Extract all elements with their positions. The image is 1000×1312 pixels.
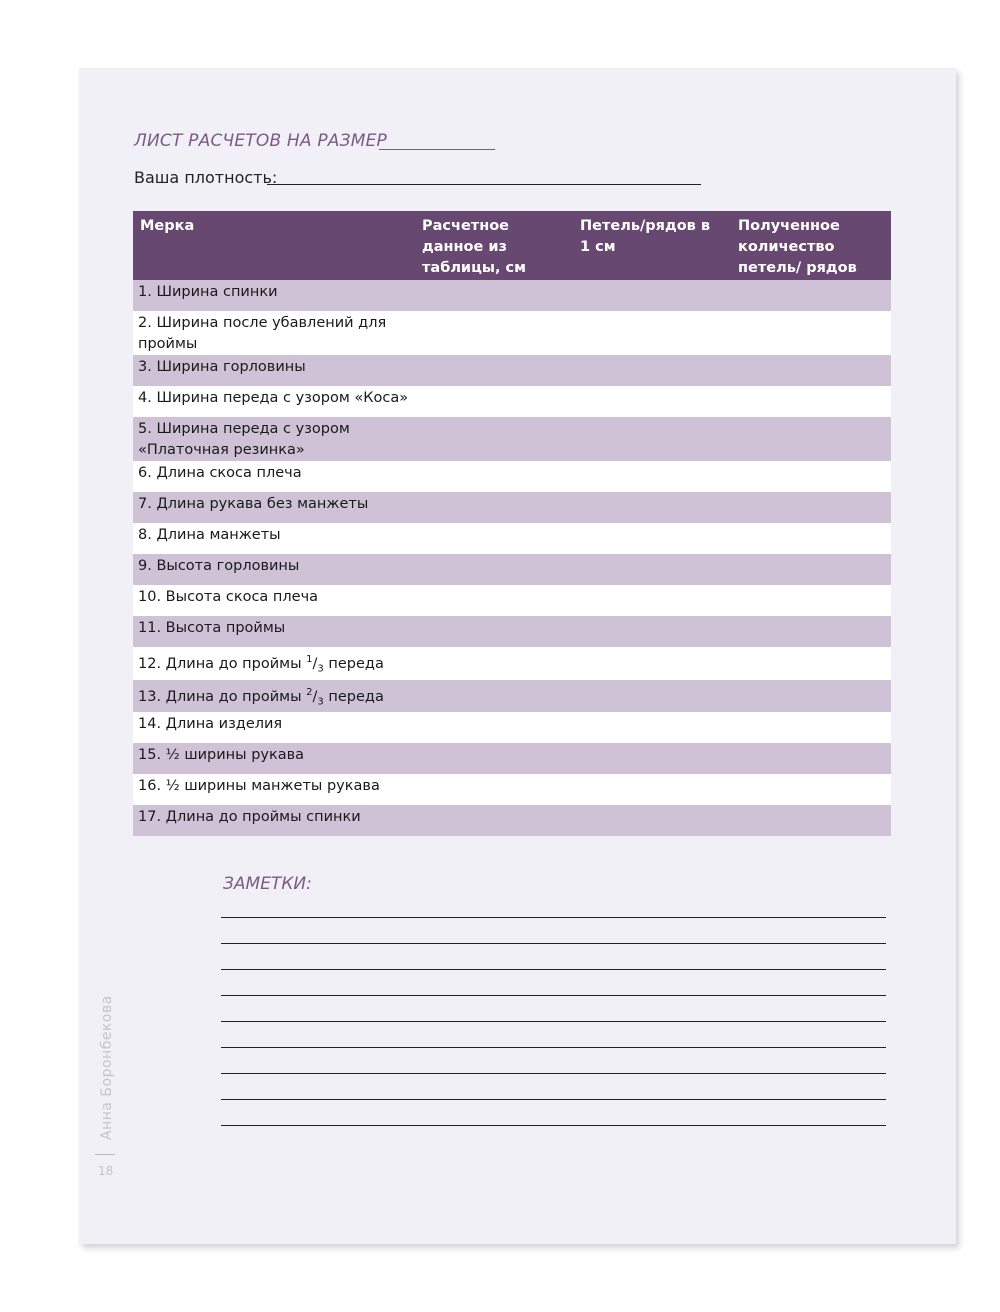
measure-cell — [133, 774, 415, 805]
notes-title: ЗАМЕТКИ: — [223, 874, 312, 894]
note-writing-line[interactable] — [221, 943, 886, 944]
stitches-per-cm-cell[interactable] — [573, 280, 731, 311]
measure-cell — [133, 805, 415, 836]
measure-cell — [133, 585, 415, 616]
table-row — [133, 311, 891, 355]
table-value-cell[interactable] — [415, 680, 573, 713]
page-number: 18 — [98, 1164, 114, 1178]
table-row — [133, 417, 891, 461]
result-cell[interactable] — [731, 647, 891, 680]
stitches-per-cm-cell[interactable] — [573, 311, 731, 355]
table-value-cell[interactable] — [415, 386, 573, 417]
measure-label: 6. Длина скоса плеча — [138, 465, 302, 481]
size-blank-line — [379, 149, 495, 150]
column-header-stitches-per-cm: Петель/рядов в 1 см — [573, 211, 731, 280]
measure-cell — [133, 712, 415, 743]
measure-cell — [133, 355, 415, 386]
stitches-per-cm-cell[interactable] — [573, 523, 731, 554]
table-value-cell[interactable] — [415, 523, 573, 554]
table-value-cell[interactable] — [415, 647, 573, 680]
stitches-per-cm-cell[interactable] — [573, 647, 731, 680]
table-row — [133, 492, 891, 523]
measure-label-suffix: переда — [323, 655, 384, 672]
note-writing-line[interactable] — [221, 1047, 886, 1048]
table-value-cell[interactable] — [415, 712, 573, 743]
table-value-cell[interactable] — [415, 355, 573, 386]
fraction-denominator: 3 — [317, 696, 324, 708]
table-row — [133, 774, 891, 805]
gauge-label: Ваша плотность: — [134, 168, 278, 187]
table-body — [133, 280, 891, 836]
table-row — [133, 523, 891, 554]
table-value-cell[interactable] — [415, 805, 573, 836]
stitches-per-cm-cell[interactable] — [573, 461, 731, 492]
note-writing-line[interactable] — [221, 995, 886, 996]
note-writing-line[interactable] — [221, 917, 886, 918]
measure-cell: 13. Длина до проймы $^2/_3$ переда — [133, 680, 415, 713]
measure-label: 13. Длина до проймы — [138, 688, 307, 705]
measure-label: 16. ½ ширины манжеты рукава — [138, 778, 380, 795]
measure-label: 8. Длина манжеты — [138, 527, 281, 543]
measure-label: 3. Ширина горловины — [138, 359, 306, 375]
stitches-per-cm-cell[interactable] — [573, 805, 731, 836]
sheet-title: ЛИСТ РАСЧЕТОВ НА РАЗМЕР — [134, 131, 387, 151]
stitches-per-cm-cell[interactable] — [573, 743, 731, 774]
table-row — [133, 743, 891, 774]
measure-label: 2. Ширина после убавлений для проймы — [138, 315, 387, 352]
measure-cell — [133, 461, 415, 492]
table-value-cell[interactable] — [415, 311, 573, 355]
result-cell[interactable] — [731, 492, 891, 523]
result-cell[interactable] — [731, 774, 891, 805]
result-cell[interactable] — [731, 417, 891, 461]
table-value-cell[interactable] — [415, 743, 573, 774]
column-header-table-value: Расчетное данное из таблицы, см — [415, 211, 573, 280]
measure-cell — [133, 616, 415, 647]
measure-label: 12. Длина до проймы — [138, 655, 307, 672]
note-writing-line[interactable] — [221, 1099, 886, 1100]
gauge-blank-line — [267, 184, 701, 185]
measure-label: 10. Высота скоса плеча — [138, 589, 319, 605]
table-value-cell[interactable] — [415, 492, 573, 523]
measure-label: 7. Длина рукава без манжеты — [138, 496, 369, 512]
measure-label: 17. Длина до проймы спинки — [138, 809, 361, 826]
result-cell[interactable] — [731, 386, 891, 417]
table-row — [133, 805, 891, 836]
measure-label-suffix: переда — [323, 688, 384, 705]
measure-label: 4. Ширина переда с узором «Коса» — [138, 390, 409, 406]
note-writing-line[interactable] — [221, 969, 886, 970]
stitches-per-cm-cell[interactable] — [573, 774, 731, 805]
table-row — [133, 647, 891, 680]
table-row — [133, 712, 891, 743]
table-value-cell[interactable] — [415, 417, 573, 461]
measure-label: 5. Ширина переда с узором «Платочная резинка» — [138, 421, 350, 458]
table-value-cell[interactable] — [415, 585, 573, 616]
result-cell[interactable] — [731, 743, 891, 774]
table-row — [133, 355, 891, 386]
column-header-measure: Мерка — [133, 211, 415, 280]
fraction-denominator: 3 — [317, 663, 324, 675]
table-value-cell[interactable] — [415, 461, 573, 492]
result-cell[interactable] — [731, 616, 891, 647]
author-name: Анна Боронбекова — [99, 995, 115, 1140]
stitches-per-cm-cell[interactable] — [573, 616, 731, 647]
result-cell[interactable] — [731, 554, 891, 585]
result-cell[interactable] — [731, 680, 891, 713]
measure-cell — [133, 311, 415, 355]
table-value-cell[interactable] — [415, 554, 573, 585]
footer-divider — [95, 1154, 115, 1155]
result-cell[interactable] — [731, 280, 891, 311]
table-row — [133, 554, 891, 585]
measure-cell — [133, 417, 415, 461]
note-writing-line[interactable] — [221, 1073, 886, 1074]
result-cell[interactable] — [731, 355, 891, 386]
measure-cell — [133, 280, 415, 311]
result-cell[interactable] — [731, 523, 891, 554]
stitches-per-cm-cell[interactable] — [573, 585, 731, 616]
table-row — [133, 280, 891, 311]
table-row — [133, 585, 891, 616]
table-row — [133, 461, 891, 492]
measure-label: 15. ½ ширины рукава — [138, 747, 305, 764]
measure-label: 9. Высота горловины — [138, 558, 300, 574]
table-header-row — [133, 211, 891, 280]
table-row — [133, 680, 891, 713]
measure-cell — [133, 492, 415, 523]
table-value-cell[interactable] — [415, 774, 573, 805]
note-writing-line[interactable] — [221, 1021, 886, 1022]
result-cell[interactable] — [731, 712, 891, 743]
stitches-per-cm-cell[interactable] — [573, 680, 731, 713]
fraction-numerator: 1 — [306, 654, 313, 665]
result-cell[interactable] — [731, 585, 891, 616]
measure-label: 14. Длина изделия — [138, 716, 283, 733]
measure-cell — [133, 386, 415, 417]
result-cell[interactable] — [731, 311, 891, 355]
measure-cell — [133, 743, 415, 774]
stitches-per-cm-cell[interactable] — [573, 355, 731, 386]
result-cell[interactable] — [731, 805, 891, 836]
result-cell[interactable] — [731, 461, 891, 492]
table-row — [133, 616, 891, 647]
table-value-cell[interactable] — [415, 616, 573, 647]
column-header-result: Полученное количество петель/ рядов — [731, 211, 891, 280]
measure-label: 1. Ширина спинки — [138, 284, 278, 300]
stitches-per-cm-cell[interactable] — [573, 712, 731, 743]
stitches-per-cm-cell[interactable] — [573, 386, 731, 417]
note-writing-line[interactable] — [221, 1125, 886, 1126]
measure-cell — [133, 523, 415, 554]
stitches-per-cm-cell[interactable] — [573, 492, 731, 523]
measure-cell — [133, 554, 415, 585]
measure-cell: 12. Длина до проймы $^1/_3$ переда — [133, 647, 415, 680]
table-row — [133, 386, 891, 417]
fraction-numerator: 2 — [306, 686, 313, 698]
page — [79, 68, 956, 1244]
calculation-table — [133, 211, 891, 836]
table-value-cell[interactable] — [415, 280, 573, 311]
stitches-per-cm-cell[interactable] — [573, 554, 731, 585]
stitches-per-cm-cell[interactable] — [573, 417, 731, 461]
measure-label: 11. Высота проймы — [138, 620, 286, 636]
